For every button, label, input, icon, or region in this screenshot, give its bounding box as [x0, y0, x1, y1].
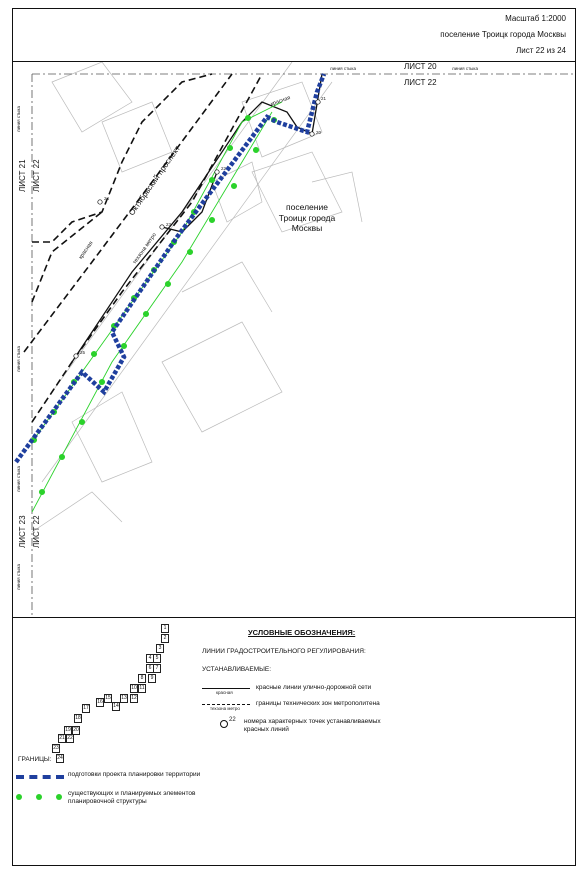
red-lines-desc: красные линии улично-дорожной сети [256, 684, 372, 691]
sheet-index-cell: 10 [131, 685, 137, 691]
point-number: 25 [80, 350, 86, 355]
title-block [12, 8, 576, 62]
lines-heading: ЛИНИИ ГРАДОСТРОИТЕЛЬНОГО РЕГУЛИРОВАНИЯ: [202, 648, 366, 655]
legend [12, 618, 576, 866]
metro-bound-sample [202, 704, 250, 705]
sheet-index-cell: 1 [161, 624, 169, 633]
point-number: 24 [104, 196, 110, 201]
sheet-index-cell: 15 [105, 695, 111, 701]
sheet-22-left-label: ЛИСТ 22 [32, 159, 41, 192]
points-desc: номера характерных точек устанавливаемых красных линий [244, 718, 381, 734]
project-border-line [16, 74, 327, 462]
map-drawing [12, 62, 576, 618]
red-line-label-2: красная [78, 240, 95, 261]
sheet-index-cell: 3 [156, 644, 164, 653]
point-number: 22 [221, 166, 227, 171]
red-line-label: красная [270, 95, 292, 108]
joint-line-vertical-3: линия стыка [16, 466, 21, 492]
metro-bounds-desc: границы технических зон метрополитена [256, 700, 380, 707]
elements-border-sample [16, 794, 64, 800]
sheet-index-cell: 13 [121, 695, 127, 701]
joint-line-vertical-1: линия стыка [16, 106, 21, 132]
joint-line-label: линия стыка [330, 66, 356, 71]
metro-tag: техзона метро [210, 706, 240, 711]
sheet-21-label: ЛИСТ 21 [18, 159, 27, 192]
scale-label: Масштаб 1:2000 [505, 14, 566, 23]
sheet-index-cell: 21 [59, 735, 65, 741]
sheet-index-cell: 6 [146, 664, 154, 673]
point-sample-icon [220, 720, 228, 728]
sheet-index-cell: 4 [146, 654, 154, 663]
sheet-index-cell: 2 [161, 634, 169, 643]
sheet-23-label: ЛИСТ 23 [18, 515, 27, 548]
settlement-title: поселение Троицк города Москвы [440, 30, 566, 39]
point-number: 21 [321, 96, 327, 101]
sheet-index-cell: 24 [57, 755, 63, 761]
sheet-number: Лист 22 из 24 [516, 46, 566, 55]
sheet-index-cell: 7 [153, 664, 161, 673]
sheet-index-cell: 18 [75, 715, 81, 721]
sheet-index-cell: 22 [67, 735, 73, 741]
sheet-index-cell: 16 [97, 699, 103, 705]
sheet-index-cell: 9 [148, 674, 156, 683]
sheet-index-cell: 19 [65, 727, 71, 733]
borders-heading: ГРАНИЦЫ: [18, 756, 52, 763]
established-heading: УСТАНАВЛИВАЕМЫЕ: [202, 666, 272, 673]
sheet-22-left-lower-label: ЛИСТ 22 [32, 515, 41, 548]
settlement-map-label: поселение Троицк города Москвы [278, 202, 336, 234]
project-border-sample [16, 775, 64, 779]
project-border-desc: подготовки проекта планировки территории [68, 771, 201, 778]
sheet-20-label: ЛИСТ 20 [404, 62, 437, 71]
sheet-index-cell: 23 [53, 745, 59, 751]
legend-title: УСЛОВНЫЕ ОБОЗНАЧЕНИЯ: [248, 628, 356, 637]
sheet-index-cell: 12 [131, 695, 137, 701]
sheet-index-cell: 20 [73, 727, 79, 733]
red-line-sample [202, 688, 250, 689]
sheet-index-cell: 17 [83, 705, 89, 711]
sheet-index-cell: 14 [113, 703, 119, 709]
point-number: 23 [166, 222, 172, 227]
sheet-index-cell: 11 [139, 685, 145, 691]
avenue-label: Октябрьский проспект [127, 144, 182, 218]
joint-line-vertical-2: линия стыка [16, 346, 21, 372]
map-area [12, 62, 576, 618]
elements-border-desc: существующих и планируемых элементов планировочной структуры [68, 790, 196, 806]
sheet-index-cell: 8 [138, 674, 146, 683]
metro-zone-label: техзона метро [132, 232, 158, 266]
joint-line-label-2: линия стыка [452, 66, 478, 71]
point-sample-number: 22 [229, 717, 236, 723]
red-line-tag: красная [216, 690, 233, 695]
point-number: 20 [316, 130, 322, 135]
sheet-22-top-label: ЛИСТ 22 [404, 78, 437, 87]
sheet-index-cell: 5 [153, 654, 161, 663]
joint-line-vertical-4: линия стыка [16, 564, 21, 590]
